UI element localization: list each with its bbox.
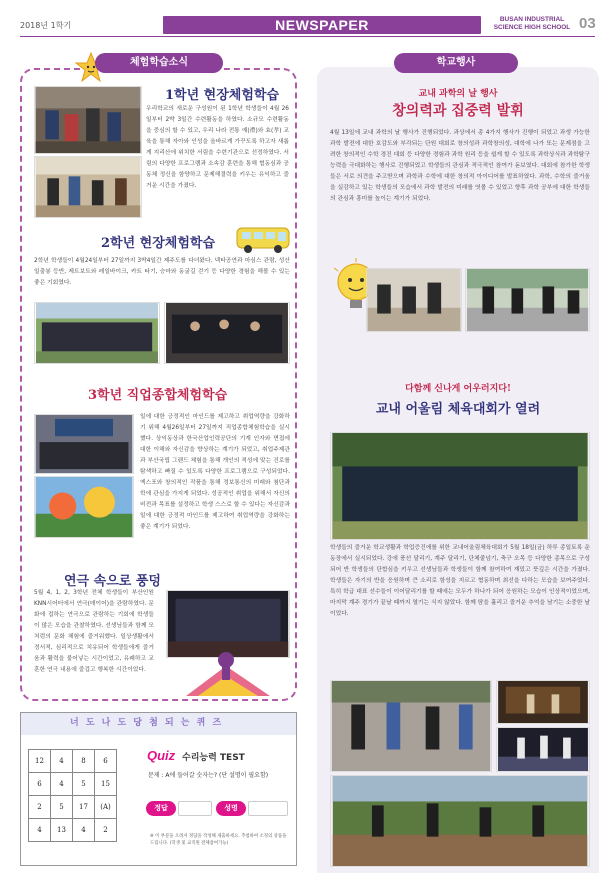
article-play-title: 연극 속으로 풍덩 <box>64 574 161 589</box>
grid-cell: 5 <box>73 773 95 796</box>
name-field[interactable] <box>248 801 288 816</box>
quiz-header: 너 도 나 도 당 첨 되 는 퀴 즈 <box>70 718 224 728</box>
article-science-title: 창의력과 집중력 발휘 <box>392 103 524 119</box>
school-name <box>487 16 577 32</box>
page-number: 03 <box>579 15 596 32</box>
name-label: 성명 <box>216 801 246 816</box>
photo-sports-dance <box>496 727 590 772</box>
section-label-experience: 체험학습소식 <box>95 53 223 73</box>
article-play-body: 5월 4, 1, 2, 3학년 전체 학생들이 부산인원KNN시어터에서 연극(데이어)을 관람하였다. 문화에 접하는 연극으로 관람하는 기회에 학생들이 많은 모습을 관찰하였다. 선생님들과 함께 모처럼의 문화 체험에 즐거워했다. 일상생활에서 정서적, 심리적으로 치유되어 학생들에게 즐거움과 활력을 불어넣는 시간이었고, 유쾌하고 교훈한 연극 내용에 즐겁고 행복한 시간이었다. <box>34 590 154 673</box>
grid-cell: 8 <box>73 750 95 773</box>
header-rule <box>20 36 595 37</box>
grid-cell: 13 <box>51 819 73 842</box>
school-name-line2: SCIENCE HIGH SCHOOL <box>493 24 571 31</box>
grid-row <box>29 750 117 773</box>
article-grade1-body: 우리학교의 새로운 구성원이 된 1학년 학생들이 4월 26일부터 2박 3일간 수련활동을 하였다. 소규모 수련활동을 중심의 할 수 있고, 우리 나라 전통 예(禮)와 효(孝) 교육을 통해 자아와 인성을 올바르게 가꾸도록 하고자 새롭게 지리산에 위치한 서림을 수련기관으로 선정하였다. 서림의 다양한 프로그램과 소속감 훈련을 통해 협동심과 공동체 정신을 함양하고 문제해결력을 키우는 유익하고 즐거운 시간을 가졌다. <box>146 106 289 189</box>
photo-grade1-camp-1 <box>34 86 142 154</box>
photo-science-day-2 <box>465 268 590 332</box>
performer-illustration-icon <box>178 646 276 698</box>
answer-label: 정답 <box>146 801 176 816</box>
photo-sports-field <box>330 775 590 867</box>
masthead-title: NEWSPAPER <box>275 17 369 33</box>
grid-cell: 4 <box>29 819 51 842</box>
answer-field[interactable] <box>178 801 212 816</box>
grid-cell: 6 <box>29 773 51 796</box>
masthead-bar <box>163 16 481 34</box>
photo-sports-relay <box>330 680 492 772</box>
article-sports-title: 교내 어울림 체육대회가 열려 <box>375 402 541 417</box>
page-header <box>0 0 615 42</box>
grid-cell: 2 <box>95 819 117 842</box>
photo-grade1-camp-2 <box>34 156 142 218</box>
photo-grade2-jeju-1 <box>34 302 160 364</box>
article-science-subtitle: 교내 과학의 날 행사 <box>418 89 498 99</box>
section-label-events: 학교행사 <box>394 53 518 73</box>
grid-cell: 15 <box>95 773 117 796</box>
grid-cell: 17 <box>73 796 95 819</box>
article-grade2-title: 2학년 현장체험학습 <box>101 236 216 251</box>
grid-row <box>29 773 117 796</box>
article-grade2-body: 2학년 학생들이 4월24일부터 27일까지 3박4일간 제주도를 다녀왔다. 넥타공연과 마심스 관람, 성산일출봉 등반, 제트보트와 레일바이크, 카트 타기, 승마와 동굴길 걷기 등 다양한 경험을 해볼 수 있는 좋은 기회였다. <box>34 258 290 286</box>
grid-cell: 4 <box>51 750 73 773</box>
article-grade3-title: 3학년 직업종합체험학습 <box>88 388 228 403</box>
grid-cell: 2 <box>29 796 51 819</box>
article-grade1-title: 1학년 현장체험학습 <box>165 88 280 103</box>
quiz-note: ※ 이 부분을 오려서 정답을 작성해 제출하세요. 추첨하여 소정의 상품을 드립니다. (학생 및 교직원 전체참여가능) <box>150 834 287 846</box>
photo-grade3-expo <box>34 476 134 538</box>
photo-grade3-lecture <box>34 414 134 474</box>
grid-row <box>29 796 117 819</box>
article-science-body: 4월 13일에 교내 과학의 날 행사가 진행되었다. 과상에서 총 4가지 행사가 진행이 되었고 과생 가능한 과학 발전에 대한 호감도와 부각되는 단원 대회로 창의성과 과학창의성, 대학에 나가 또는 문제점을 고려한 창의적인 수학 경진 대회 등 다양한 경험과 과학 원리 등을 쉽게 할 수 있도록 과학상식과 과학탐구 능력을 극대화하는 행사로 진행되었고 학생들의 관심과 적극적인 참여가 돋보였다. 대회에 참가한 학생들은 서로 의견을 주고받으며 과학과 수학에 대한 창의적 아이디어를 발표하였다. 과학, 수학의 즐거움을 실감하고 있는 학생들의 모습에서 과학 발전의 미래를 엿볼 수 있었고 향후 과학 공부에 대한 학생들의 관심과 흥미를 높이는 계기가 되었다. <box>330 130 590 202</box>
bus-illustration-icon <box>234 222 294 256</box>
article-sports-subtitle: 다함께 신나게 어우러지다! <box>405 384 511 394</box>
article-sports-body: 학생들의 즐거운 학교생활과 학업증진에를 위한 교내어울림체육대회가 5월 18일(금) 하루 종일토록 운동장에서 실시되었다. 강에 풍선 달리기, 계주 달리기, 단체줄넘기, 축구 오목 등 다양한 종목으로 구성되어 반 학생들의 단합심을 키우고 선생님들과 학생들이 함께 참여하여 재밌고 뜻깊은 시간을 가졌다. 학생들은 자기의 반을 응원하며 큰 소리로 함성을 지르고 협동하며 최선을 다하는 모습을 보여주었다. 특히 학급 대표 선수들이 이어달리기를 할 때에는 모두가 하나가 되어 응원하는 모습이 인상적이었으며, 마지막 계주 경기가 끝날 때까지 열기는 식지 않았다. 함께 땀을 흘리고 즐거운 추억을 남기는 소중한 날이었다. <box>330 545 590 617</box>
quiz-logo: Quiz <box>147 748 176 763</box>
grid-row <box>29 819 117 842</box>
photo-sports-stage <box>496 680 590 724</box>
quiz-question: 문제 : A에 들어갈 숫자는? (단 설명이 필요함) <box>148 772 269 779</box>
article-grade3-body: 일에 대한 긍정적인 마인드를 제고하고 취업역량을 강화하기 위해 4월26일부터 27일까지 직업종합체험학습을 실시했다. 상익동상과 한국산업인력공단의 기계 인자와 면접에 대한 이해와 자신감을 향상하는 계기가 되었고, 취업주제관과 부산국립 그랜드 체험을 통해 개인의 적성에 맞는 진로를 탐색하고 빠질 수 있도록 다양한 프로그램으로 구성되었다. 엑스포와 창의적인 작품을 통해 정보통신의 미래와 첨단과학에 관심을 가지게 되었다. 성공적인 취업을 위해서 자신의 비전과 목표를 설정하고 학생 스스로 할 수 있다는 자신감과 일에 대한 긍정적 마인드를 제고하여 취업역량을 강화하는 좋은 계기가 되었다. <box>140 414 290 530</box>
photo-grade2-jeju-2 <box>164 302 290 364</box>
grid-cell: 4 <box>73 819 95 842</box>
grid-cell: 5 <box>51 796 73 819</box>
school-name-line1: BUSAN INDUSTRIAL <box>499 16 565 23</box>
quiz-test-title: 수리능력 TEST <box>182 753 245 763</box>
photo-sports-day-group <box>330 432 590 540</box>
grid-cell: 12 <box>29 750 51 773</box>
grid-cell: 6 <box>95 750 117 773</box>
grid-cell: (A) <box>95 796 117 819</box>
quiz-number-grid <box>28 749 117 842</box>
edition-label: 2018년 1학기 <box>20 21 72 30</box>
grid-cell: 4 <box>51 773 73 796</box>
photo-science-day-1 <box>366 268 462 332</box>
